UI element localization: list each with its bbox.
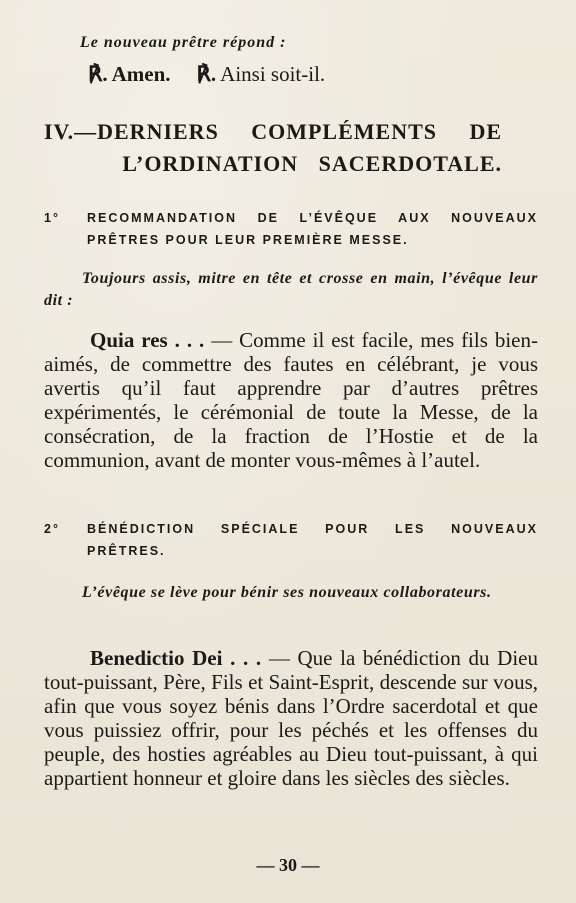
body-paragraph: [44, 328, 538, 472]
responses: [88, 62, 325, 87]
subsection-number: 1°: [44, 211, 60, 225]
response-amen: [88, 62, 171, 87]
section-heading-line2: L’ORDINATION SACERDOTALE.: [122, 151, 502, 176]
rubric: Toujours assis, mitre en tête et crosse en main, l’évêque leur dit :: [44, 270, 538, 309]
subsection-heading: [44, 207, 538, 251]
section-heading-line1: IV.—DERNIERS COMPLÉMENTS DE: [44, 119, 502, 144]
paragraph-incipit: Benedictio Dei . . .: [90, 646, 262, 670]
subsection-number: 2°: [44, 522, 60, 536]
subsection-title: BÉNÉDICTION SPÉCIALE POUR LES NOUVEAUX PRÊTRES.: [87, 522, 538, 558]
body-paragraph: [44, 646, 538, 790]
rubric: L’évêque se lève pour bénir ses nouveaux collaborateurs.: [82, 584, 492, 601]
page-number: — 30 —: [256, 855, 320, 875]
response-ainsi: [197, 62, 326, 87]
subsection-title: RECOMMANDATION DE L’ÉVÊQUE AUX NOUVEAUX PRÊTRES POUR LEUR PREMIÈRE MESSE.: [87, 211, 538, 247]
response-text: Ainsi soit-il.: [220, 62, 326, 86]
response-symbol-icon: ℟.: [196, 62, 217, 86]
respond-intro: Le nouveau prêtre répond :: [80, 34, 287, 51]
paragraph-incipit: Quia res . . .: [90, 328, 205, 352]
subsection-heading: [44, 518, 538, 562]
paragraph-text: — Que la bénédiction du Dieu tout-puissant, Père, Fils et Saint-Esprit, descende sur vous, afin que vous soyez bénis dans l’Ordre sacerdotal et que vous puissiez offrir, pour les péchés et les offenses du peuple, des hosties agréables au Dieu tout-puissant, à qui appartient honneur et gloire dans les siècles des siècles.: [44, 646, 539, 790]
response-symbol-icon: ℟.: [88, 62, 108, 86]
section-heading: [44, 116, 502, 180]
response-text: Amen.: [111, 62, 171, 86]
paragraph-text: — Comme il est facile, mes fils bien-aimés, de commettre des fautes en célébrant, je vous avertis qu’il faut apprendre par d’autres prêtres expérimentés, le cérémonial de toute la Messe, de la consécration, de la fraction de l’Hostie et de la communion, avant de monter vous-mêmes à l’autel.: [44, 328, 538, 472]
